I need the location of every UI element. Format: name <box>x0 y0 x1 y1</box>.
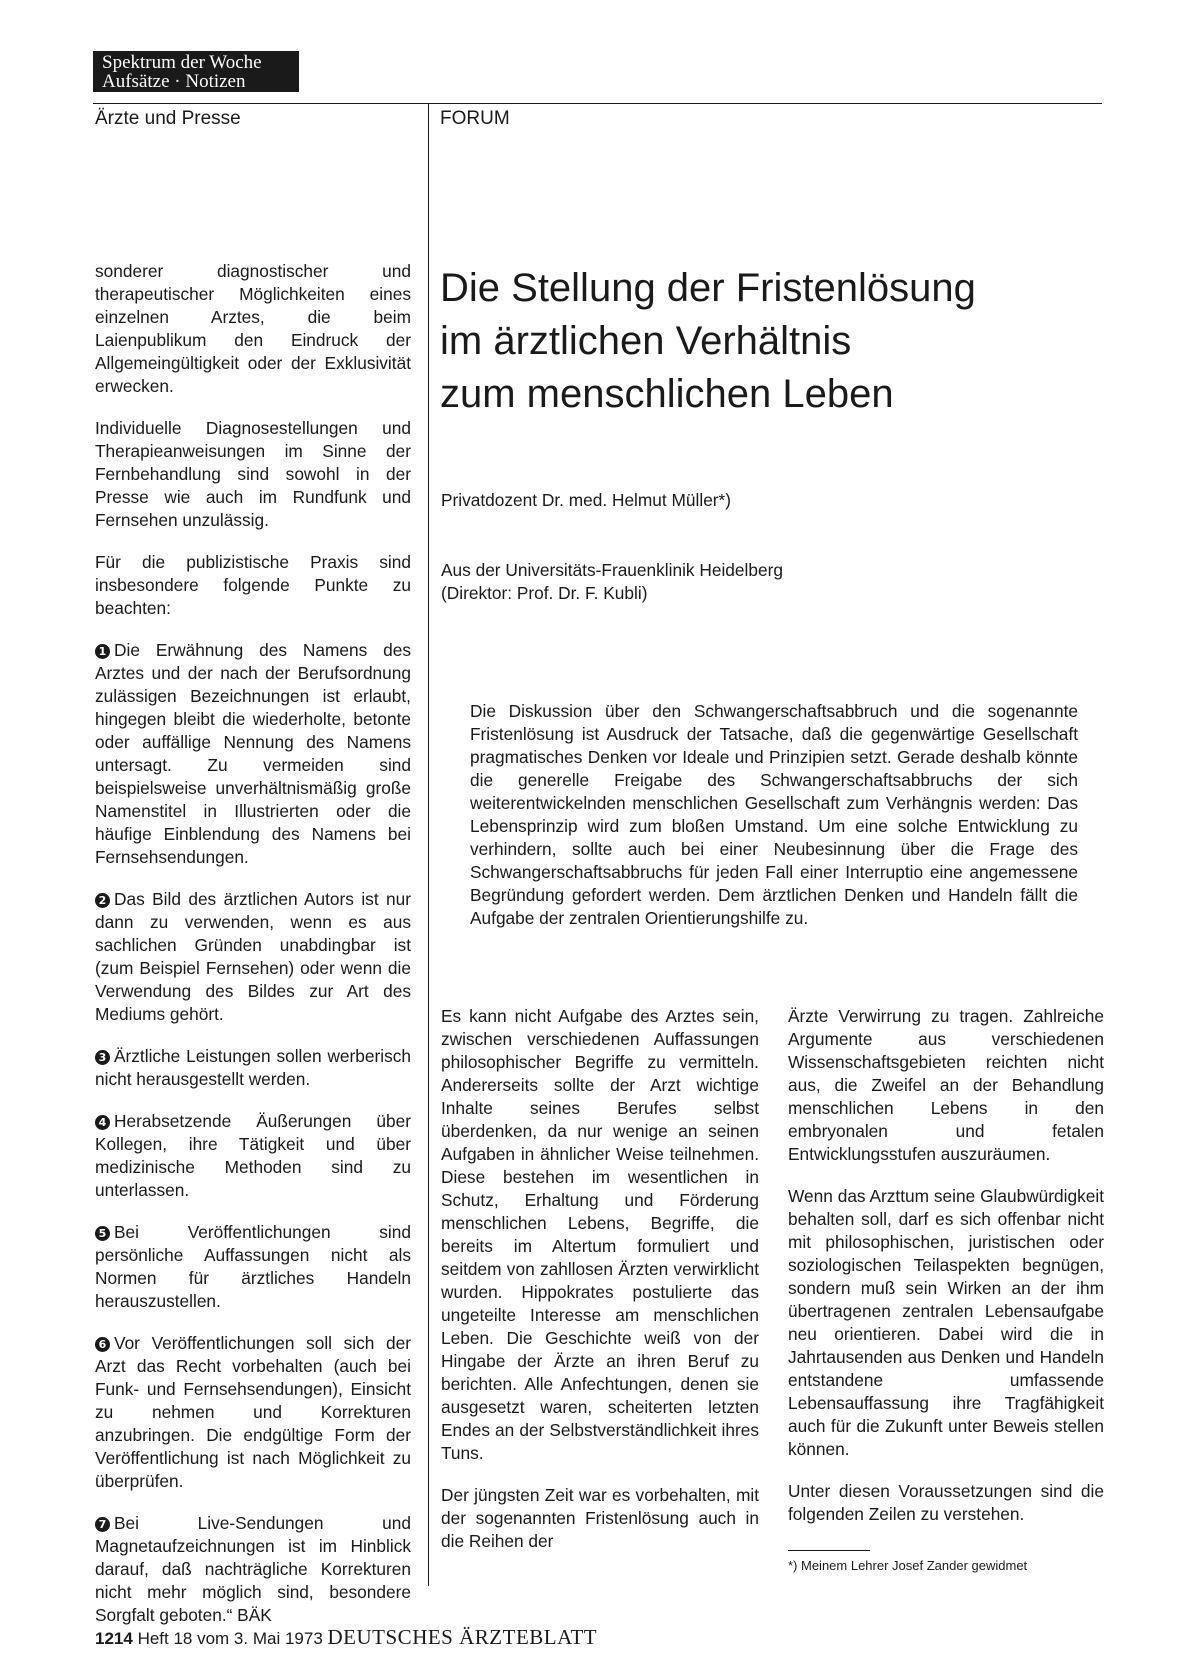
left-paragraph: sonderer diagnostischer und therapeutischer Möglichkeiten eines einzelnen Arztes, die beim Laienpublikum den Eindruck der Allgemeingültigkeit oder der Exklusivität erwecken. <box>95 261 411 396</box>
title-line: zum menschlichen Leben <box>440 372 894 416</box>
list-item-text: Die Erwähnung des Namens des Arztes und der nach der Berufsordnung zulässigen Bezeichnungen ist erlaubt, hingegen bleibt die wiederholte, betonte oder auffällige Nennung des Namens untersagt. Zu vermeiden sind beispielsweise unverhältnismäßig große Namenstitel in Illustrierten oder die häufige Einblendung des Namens bei Fernsehsendungen. <box>95 640 411 867</box>
left-paragraph: Für die publizistische Praxis sind insbesondere folgende Punkte zu beachten: <box>95 552 411 618</box>
left-paragraph: Individuelle Diagnosestellungen und Therapieanweisungen im Sinne der Fernbehandlung sind sowohl in der Presse wie auch im Rundfunk und Fernsehen unzulässig. <box>95 418 411 530</box>
journal-name: DEUTSCHES ÄRZTEBLATT <box>327 1625 598 1649</box>
list-item <box>95 1045 411 1091</box>
list-item-text: Bei Veröffentlichungen sind persönliche Auffassungen nicht als Normen für ärztliches Handeln herauszustellen. <box>95 1222 411 1311</box>
number-badge-icon: 2 <box>95 893 110 908</box>
number-badge-icon: 5 <box>95 1226 110 1241</box>
body-paragraph: Wenn das Arzttum seine Glaubwürdigkeit behalten soll, darf es sich offenbar nicht mit philosophischen, juristischen oder soziologischen Teilaspekten begnügen, sondern muß sein Wirken an der ihm übertragenen zentralen Lebensaufgabe neu orientieren. Dabei wird die in Jahrtausenden aus Denken und Handeln entstandene umfassende Lebensauffassung ihre Tragfähigkeit auch für die Zukunft unter Beweis stellen können. <box>788 1186 1104 1459</box>
list-item <box>95 1512 411 1627</box>
list-item <box>95 1221 411 1313</box>
header-rule <box>93 103 1102 104</box>
footnote-rule <box>788 1550 870 1551</box>
body-paragraph: Der jüngsten Zeit war es vorbehalten, mit der sogenannten Fristenlösung auch in die Reihen der <box>441 1485 759 1551</box>
institution-line: Aus der Universitäts-Frauenklinik Heidelberg <box>441 560 783 580</box>
section-label <box>93 51 299 92</box>
institution <box>441 559 783 605</box>
section-label-line1: Spektrum der Woche <box>102 52 262 73</box>
article-middle-column <box>441 1005 759 1553</box>
list-item-text: Herabsetzende Äußerungen über Kollegen, ihre Tätigkeit und über medizinische Methoden sind zu unterlassen. <box>95 1111 411 1200</box>
body-paragraph: Ärzte Verwirrung zu tragen. Zahlreiche Argumente aus verschiedenen Wissenschaftsgebieten reichten nicht aus, die Zweifel an der Behandlung menschlichen Lebens in den embryonalen und fetalen Entwicklungsstufen auszuräumen. <box>788 1006 1104 1164</box>
title-line: im ärztlichen Verhältnis <box>440 319 852 363</box>
title-line: Die Stellung der Fristenlösung <box>440 266 976 310</box>
article-title <box>440 262 1100 421</box>
footnote: *) Meinem Lehrer Josef Zander gewidmet <box>788 1558 1028 1573</box>
list-item <box>95 1110 411 1202</box>
article-right-column <box>788 1005 1104 1526</box>
abstract: Die Diskussion über den Schwangerschaftsabbruch und die sogenannte Fristenlösung ist Ausdruck der Tatsache, daß die gegenwärtige Gesellschaft pragmatisches Denken vor Ideale und Prinzipien setzt. Gerade deshalb könnte die generelle Freigabe des Schwangerschaftsabbruchs der sich weiterentwickelnden menschlichen Gesellschaft zum Verhängnis werden: Das Lebensprinzip wird zum bloßen Umstand. Um eine solche Entwicklung zu verhindern, sollte auch bei einer Neubesinnung über die Frage des Schwangerschaftsabbruchs für jeden Fall einer Interruptio eine angemessene Begründung gefordert werden. Dem ärztlichen Denken und Handeln fällt die Aufgabe der zentralen Orientierungshilfe zu. <box>470 701 1078 928</box>
left-column <box>95 260 411 1627</box>
number-badge-icon: 7 <box>95 1517 110 1532</box>
list-item <box>95 1332 411 1493</box>
page-footer <box>95 1625 597 1650</box>
column-divider <box>428 104 429 1586</box>
issue-info: Heft 18 vom 3. Mai 1973 <box>137 1629 323 1648</box>
list-item-text: Das Bild des ärztlichen Autors ist nur dann zu verwenden, wenn es aus sachlichen Gründen unabdingbar ist (zum Beispiel Fernsehen) oder wenn die Verwendung des Bildes zur Art des Mediums gehört. <box>95 889 411 1024</box>
number-badge-icon: 4 <box>95 1115 110 1130</box>
page-number: 1214 <box>95 1629 133 1648</box>
number-badge-icon: 3 <box>95 1050 110 1065</box>
forum-header: FORUM <box>440 108 510 129</box>
body-paragraph: Unter diesen Voraussetzungen sind die folgenden Zeilen zu verstehen. <box>788 1481 1104 1524</box>
section-label-line2: Aufsätze · Notizen <box>102 71 246 92</box>
author-line: Privatdozent Dr. med. Helmut Müller*) <box>441 490 732 510</box>
list-item <box>95 639 411 869</box>
list-item-text: Vor Veröffentlichungen soll sich der Arzt das Recht vorbehalten (auch bei Funk- und Fernsehsendungen), Einsicht zu nehmen und Korrekturen anzubringen. Die endgültige Form der Veröffentlichung ist nach Möglichkeit zu überprüfen. <box>95 1333 411 1491</box>
list-item-text: Bei Live-Sendungen und Magnetaufzeichnungen ist im Hinblick darauf, daß nachträgliche Korrekturen nicht mehr möglich sind, besondere Sorgfalt geboten.“ BÄK <box>95 1513 411 1625</box>
left-column-header: Ärzte und Presse <box>95 108 241 129</box>
body-paragraph: Es kann nicht Aufgabe des Arztes sein, zwischen verschiedenen Auffassungen philosophischer Begriffe zu vermitteln. Andererseits sollte der Arzt wichtige Inhalte seines Berufes selbst überdenken, da nur wenige an seinen Aufgaben in ähnlicher Weise teilnehmen. Diese bestehen im wesentlichen in Schutz, Erhaltung und Förderung menschlichen Lebens, Begriffe, die bereits im Altertum formuliert und seitdem von zahllosen Ärzten verwirklicht wurden. Hippokrates postulierte das ungeteilte Interesse am menschlichen Leben. Die Geschichte weiß von der Hingabe der Ärzte an ihren Beruf zu berichten. Alle Anfechtungen, denen sie ausgesetzt waren, scheiterten letzten Endes an der Selbstverständlichkeit ihres Tuns. <box>441 1006 759 1463</box>
number-badge-icon: 6 <box>95 1337 110 1352</box>
number-badge-icon: 1 <box>95 644 110 659</box>
list-item-text: Ärztliche Leistungen sollen werberisch nicht herausgestellt werden. <box>95 1046 411 1089</box>
institution-line: (Direktor: Prof. Dr. F. Kubli) <box>441 583 648 603</box>
list-item <box>95 888 411 1026</box>
